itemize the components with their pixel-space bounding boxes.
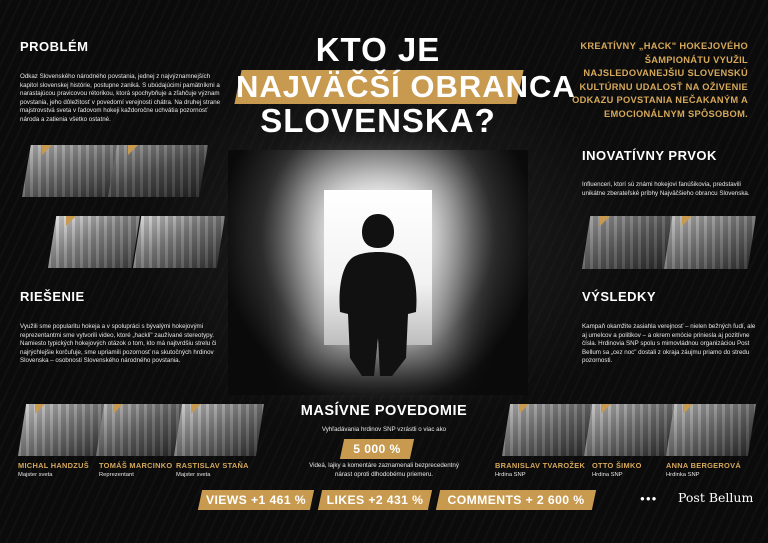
hero-name: BRANISLAV TVAROŽEK <box>495 461 586 470</box>
awareness-title: MASÍVNE POVEDOMIE <box>300 403 468 419</box>
creative-hack-text: KREATÍVNY „HACK" HOKEJOVÉHO ŠAMPIONÁTU VYUŽIL NAJSLEDOVANEJŠIU SLOVENSKÚ KULTÚRNU UDALOSŤ NA OŽIVENIE ODKAZU POVSTANIA NEČAKANÝM A EMOCIONÁLNYM SPÔSOBOM. <box>572 41 748 119</box>
problem-text: Odkaz Slovenského národného povstania, jednej z najvýznamnejších kapitol slovenskej histórie, postupne zaniká. S ubúdajúcimi pamätníkmi a narastajúcou pravicovou rétorikou, ktorá spochybňuje a zľahčuje význam povstania, jeho dôležitosť v povedomí verejnosti chátra. Na druhej strane majstrovstvá sveta v ľadovom hokeji každoročne uchvátia pozornosť národa a zatienia všetko ostatné. <box>20 73 221 123</box>
hero-title-line3: SLOVENSKA? <box>260 102 496 139</box>
awareness-stat: 5 000 % <box>353 442 401 456</box>
photo-helmet <box>582 216 674 269</box>
hero-name: OTTO ŠIMKO <box>592 461 642 470</box>
solution-title: RIEŠENIE <box>20 289 85 304</box>
player-name: MICHAL HANDZUŠ <box>18 461 89 470</box>
photo-player-marcinko <box>96 404 186 456</box>
likes-stat: LIKES +2 431 % <box>326 493 424 507</box>
comments-stat: COMMENTS + 2 600 % <box>447 493 585 507</box>
photo-hockey-crowd <box>48 216 140 268</box>
post-bellum-logo-dots: ●●● <box>640 494 658 503</box>
hero-role: Hrdinka SNP <box>666 472 700 478</box>
innovative-text: Influenceri, ktorí sú známi hokejovi fanúšikovia, predstavili unikátne zberateľské príbhy Najväčšieho obrancu Slovenska. <box>582 181 750 197</box>
photo-officers <box>108 145 208 197</box>
photo-hero-simko <box>584 404 674 456</box>
player-silhouette <box>318 208 438 378</box>
results-text: Kampaň okamžite zasiahla verejnosť – nielen bežných ľudí, ale aj umelcov a politikov – a okrem emócie priniesla aj pozitívne čísla. Hrdinovia SNP spolu s mimovládnou organizáciou Post Bellum sa „cez noc" dostali z okraja záujmu priamo do stredu pozornosti. <box>582 323 756 365</box>
photo-player-handzus <box>18 404 108 456</box>
photo-influencer <box>664 216 756 269</box>
hero-role: Hrdina SNP <box>495 472 526 478</box>
innovative-title: INOVATÍVNY PRVOK <box>582 148 717 163</box>
post-bellum-logo: Post Bellum <box>678 490 754 505</box>
photo-player-stana <box>174 404 264 456</box>
views-stat: VIEWS +1 461 % <box>205 493 307 507</box>
photo-hero-tvarozek <box>502 404 592 456</box>
player-role: Majster sveta <box>18 472 53 478</box>
hero-title-line2: NAJVÄČŠÍ OBRANCA <box>236 69 576 104</box>
results-title: VÝSLEDKY <box>582 289 657 304</box>
player-name: RASTISLAV STAŇA <box>176 461 249 470</box>
solution-text: Využili sme popularitu hokeja a v spolupráci s bývalými hokejovými reprezentantmi sme vytvorili video, ktoré „hackli" zaužívané stereotypy. Namiesto typických hokejových otázok o tom, kto má najtvrdšiu strelu či najrýchlejšie korčuľuje, sme upriamili pozornosť na skutočných hrdinov Slovenska – osobnosti Slovenského národného povstania. <box>20 323 217 365</box>
player-name: TOMÁŠ MARCINKO <box>99 461 173 470</box>
problem-title: PROBLÉM <box>20 39 89 54</box>
photo-hockey-game <box>133 216 225 268</box>
hero-title-line1: KTO JE <box>315 31 441 68</box>
player-role: Majster sveta <box>176 472 211 478</box>
player-role: Reprezentant <box>99 472 134 478</box>
hero-name: ANNA BERGEROVÁ <box>666 461 741 470</box>
photo-soldiers <box>22 145 120 197</box>
awareness-line2: Videá, lajky a komentáre zaznamenali bezprecedentný nárast oproti dlhodobému priemeru. <box>309 462 459 478</box>
photo-hero-bergerova <box>666 404 756 456</box>
awareness-line1: Vyhľadávania hrdinov SNP vzrástli o viac ako <box>321 426 447 433</box>
hero-role: Hrdina SNP <box>592 472 623 478</box>
